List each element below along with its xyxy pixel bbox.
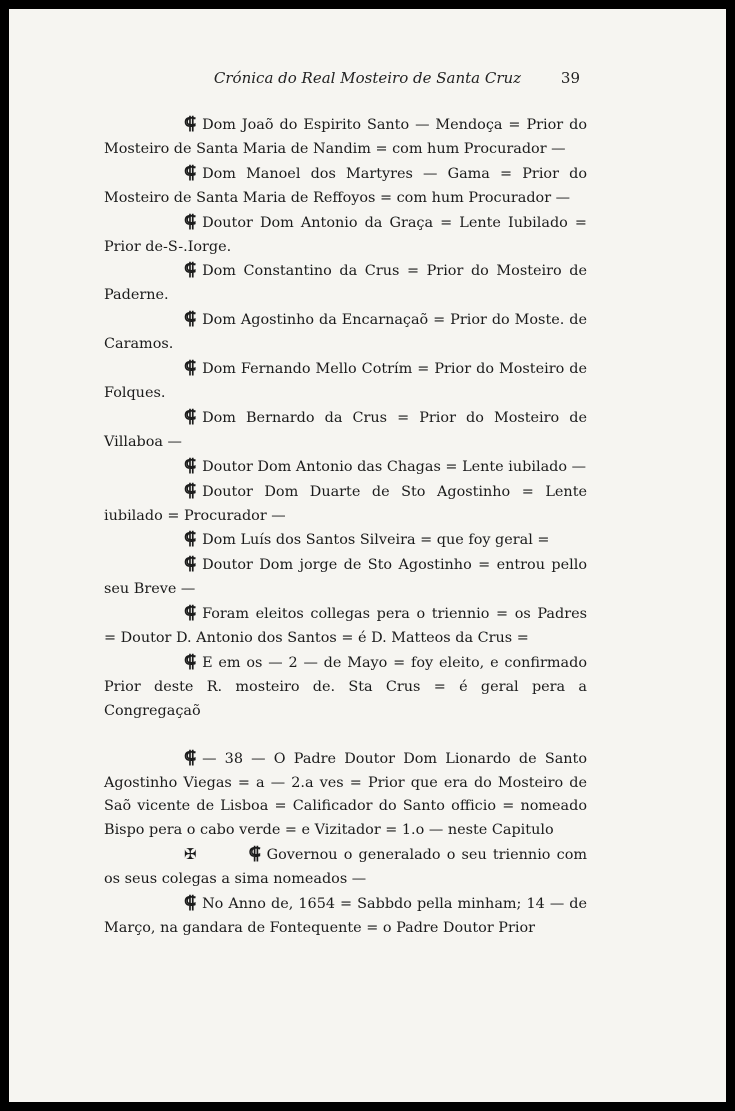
paragraph xyxy=(104,651,587,724)
paragraph-mark-icon: ⸿ xyxy=(184,603,197,624)
paragraph-mark-icon: ⸿ xyxy=(184,211,197,232)
paragraph-text: Dom Joaõ do Espirito Santo — Mendoça = Prior do Mosteiro de Santa Maria de Nandim = com hum Procurador — xyxy=(104,117,587,157)
paragraph xyxy=(104,113,587,162)
paragraph-text: Dom Bernardo da Crus = Prior do Mosteiro de Villaboa — xyxy=(104,409,587,450)
paragraph-mark-icon: ⸿ xyxy=(184,554,197,575)
paragraph-mark-icon: ⸿ xyxy=(248,844,261,865)
paragraph xyxy=(104,308,587,357)
paragraph-text: E em os — 2 — de Mayo = foy eleito, e confirmado Prior deste R. mosteiro de. Sta Crus = é geral pera a Congregaçaõ xyxy=(104,654,587,719)
paragraph-text: — 38 — O Padre Doutor Dom Lionardo de Santo Agostinho Viegas = a — 2.a ves = Prior que era do Mosteiro de Saõ vicente de Lisboa = Calificador do Santo officio = nomeado Bispo pera o cabo verde = e Vizitador = 1.o — neste Capitulo xyxy=(104,750,587,839)
paragraph-text: No Anno de, 1654 = Sabbdo pella minham; 14 — de Março, na gandara de Fontequente = o Padre Doutor Prior xyxy=(104,896,587,936)
paragraph-text: Dom Luís dos Santos Silveira = que foy geral = xyxy=(202,532,550,549)
paragraph-mark-icon: ⸿ xyxy=(184,114,197,134)
paragraph xyxy=(104,528,587,553)
paragraph-gap xyxy=(104,724,587,747)
paragraph-mark-icon: ⸿ xyxy=(184,480,197,501)
paragraph-text: Dom Fernando Mello Cotrím = Prior do Mosteiro de Folques. xyxy=(104,361,587,401)
paragraph-mark-icon: ⸿ xyxy=(184,260,197,281)
paragraph-text: Doutor Dom jorge de Sto Agostinho = entrou pello seu Breve — xyxy=(104,557,587,598)
body-text xyxy=(104,113,587,941)
paragraph xyxy=(104,843,587,892)
running-title: Crónica do Real Mosteiro de Santa Cruz xyxy=(213,69,522,87)
paragraph xyxy=(104,357,587,406)
paragraph-text: Foram eleitos collegas pera o triennio = os Padres = Doutor D. Antonio dos Santos = é D. Matteos da Crus = xyxy=(104,606,587,647)
paragraph-mark-icon: ⸿ xyxy=(184,162,197,183)
paragraph-mark-icon: ⸿ xyxy=(184,893,197,914)
paragraph xyxy=(104,553,587,602)
paragraph xyxy=(104,480,587,529)
paragraph-mark-icon: ⸿ xyxy=(184,309,197,330)
cross-icon: ✠ xyxy=(184,845,197,864)
paragraph xyxy=(104,892,587,941)
paragraph-mark-icon: ⸿ xyxy=(184,529,197,550)
paragraph xyxy=(104,211,587,260)
paragraph-mark-icon: ⸿ xyxy=(184,455,197,476)
paragraph-text: Doutor Dom Antonio das Chagas = Lente iubilado — xyxy=(202,458,586,475)
paragraph-text: Dom Agostinho da Encarnaçaõ = Prior do Moste. de Caramos. xyxy=(104,312,587,353)
paragraph xyxy=(104,602,587,651)
paragraph xyxy=(104,406,587,455)
paragraph-mark-icon: ⸿ xyxy=(184,358,197,379)
paragraph xyxy=(104,162,587,211)
paragraph-text: Dom Constantino da Crus = Prior do Mosteiro de Paderne. xyxy=(104,263,587,304)
book-page xyxy=(9,9,726,1102)
paragraph-text: Governou o generalado o seu triennio com os seus colegas a sima nomeados — xyxy=(104,847,587,888)
paragraph-text: Doutor Dom Duarte de Sto Agostinho = Lente iubilado = Procurador — xyxy=(104,483,587,524)
paragraph xyxy=(104,455,587,480)
paragraph-text: Dom Manoel dos Martyres — Gama = Prior do Mosteiro de Santa Maria de Reffoyos = com hum Procurador — xyxy=(104,165,587,206)
page-number: 39 xyxy=(560,69,580,87)
paragraph-mark-icon: ⸿ xyxy=(184,651,197,672)
paragraph-text: Doutor Dom Antonio da Graça = Lente Iubilado = Prior de-S-.Iorge. xyxy=(104,214,587,255)
paragraph xyxy=(104,747,587,844)
paragraph-mark-icon: ⸿ xyxy=(184,747,197,768)
paragraph-mark-icon: ⸿ xyxy=(184,406,197,427)
paragraph xyxy=(104,259,587,308)
